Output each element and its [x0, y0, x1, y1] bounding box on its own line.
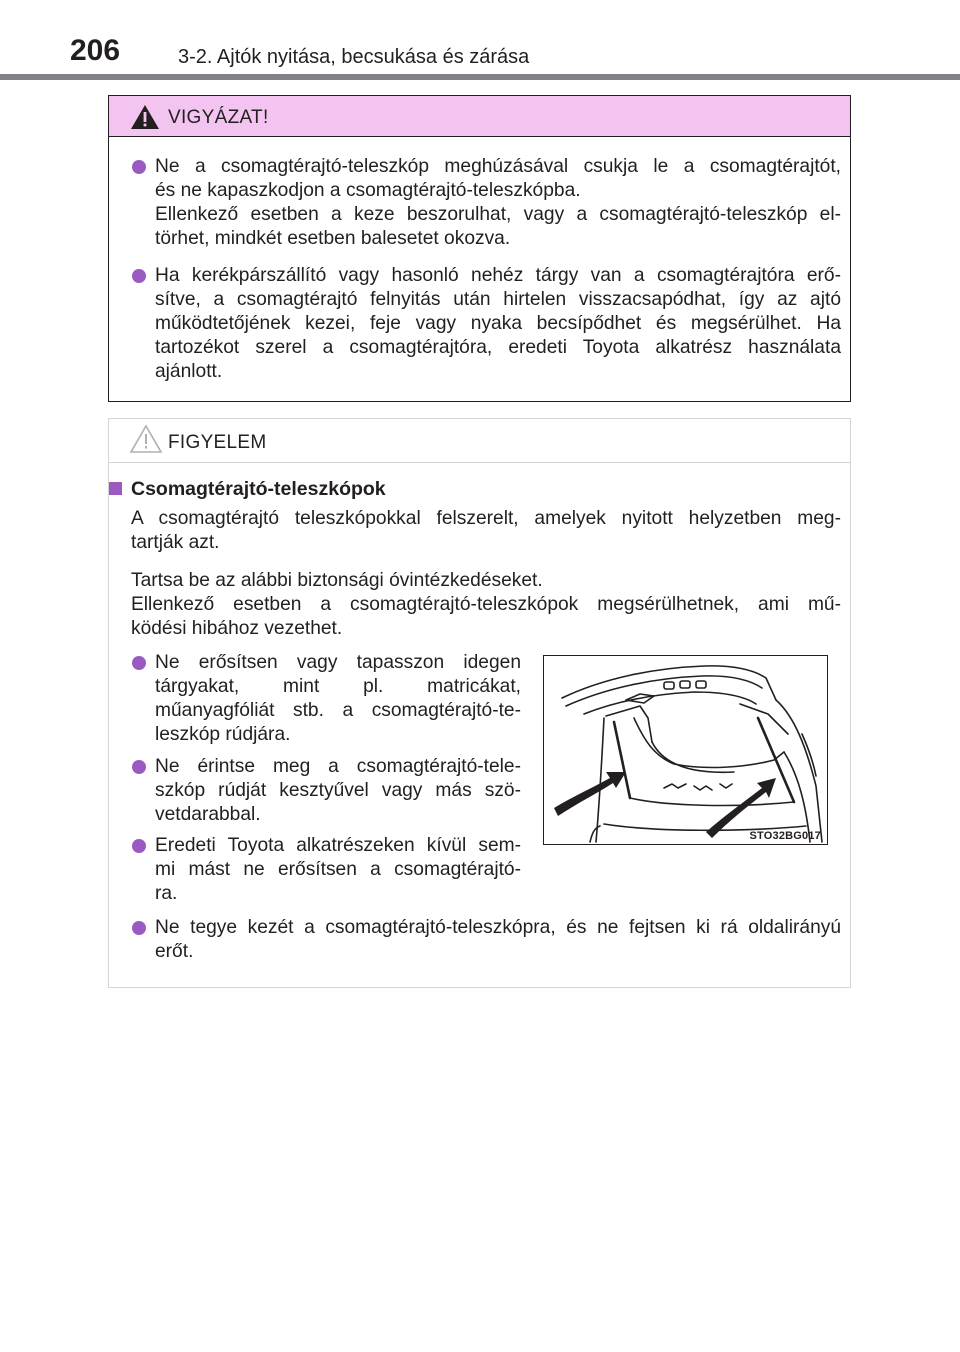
- text-line: Ne tegye kezét a csomagtérajtó-teleszkópra, és ne fejtsen ki rá oldalirányú: [155, 917, 841, 938]
- text-line: ajánlott.: [155, 361, 223, 382]
- page-header: [0, 0, 960, 80]
- figure-caption: STO32BG017: [749, 830, 821, 842]
- section-title: 3-2. Ajtók nyitása, becsukása és zárása: [178, 46, 530, 68]
- text-line: és ne kapaszkodjon a csomagtérajtó-teleszkópba.: [155, 180, 581, 201]
- header-rule: [0, 74, 960, 80]
- bullet-dot-icon: [132, 160, 146, 174]
- tailgate-illustration: [544, 656, 828, 845]
- text-line: szkóp rúdját kesztyűvel vagy más szö-: [155, 780, 521, 801]
- notice-item-1: [155, 651, 521, 747]
- notice-precautions: [131, 569, 841, 641]
- text-line: A csomagtérajtó teleszkópokkal felszerelt, amelyek nyitott helyzetben meg-: [131, 508, 841, 529]
- page-number: 206: [70, 34, 121, 67]
- notice-intro: [131, 507, 841, 555]
- warning-triangle-icon: [130, 104, 160, 130]
- bullet-dot-icon: [132, 921, 146, 935]
- warning-title: VIGYÁZAT!: [168, 107, 269, 128]
- text-line: törhet, mindkét esetben balesetet okozva.: [155, 228, 511, 249]
- text-line: tartozékot szerel a csomagtérajtóra, eredeti Toyota alkatrész használata: [155, 337, 841, 358]
- text-line: sítve, a csomagtérajtó felnyitás után hirtelen visszacsapódhat, így az ajtó: [155, 289, 841, 310]
- text-line: leszkóp rúdjára.: [155, 724, 291, 745]
- tailgate-strut-figure: [543, 655, 828, 845]
- caution-triangle-icon: [129, 424, 163, 454]
- text-line: működtetőjének kezei, feje vagy nyaka becsípődhet és megsérülhet. Ha: [155, 313, 841, 334]
- warning-header: [109, 96, 850, 137]
- text-line: műanyagfóliát stb. a csomagtérajtó-te-: [155, 700, 521, 721]
- warning-item-2: [155, 264, 841, 384]
- text-line: Ellenkező esetben a keze beszorulhat, vagy a csomagtérajtó-teleszkóp el-: [155, 204, 841, 225]
- text-line: Ne érintse meg a csomagtérajtó-tele-: [155, 756, 521, 777]
- bullet-dot-icon: [132, 839, 146, 853]
- text-line: vetdarabbal.: [155, 804, 261, 825]
- bullet-dot-icon: [132, 656, 146, 670]
- text-line: erőt.: [155, 941, 194, 962]
- text-line: tartják azt.: [131, 532, 220, 553]
- notice-item-2: [155, 755, 521, 827]
- bullet-dot-icon: [132, 760, 146, 774]
- notice-subheading: [131, 478, 386, 501]
- square-bullet-icon: [109, 482, 122, 495]
- text-line: tárgyakat, mint pl. matricákat,: [155, 676, 521, 697]
- text-line: Eredeti Toyota alkatrészeken kívül sem-: [155, 835, 521, 856]
- text-line: Ne a csomagtérajtó-teleszkóp meghúzásával csukja le a csomagtérajtót,: [155, 156, 841, 177]
- text-line: Ellenkező esetben a csomagtérajtó-teleszkópok megsérülhetnek, ami mű-: [131, 594, 841, 615]
- text-line: Tartsa be az alábbi biztonsági óvintézkedéseket.: [131, 570, 543, 591]
- warning-item-1: [155, 155, 841, 251]
- text-line: ködési hibához vezethet.: [131, 618, 343, 639]
- text-line: ra.: [155, 883, 178, 904]
- notice-header: [109, 419, 850, 463]
- notice-title: FIGYELEM: [168, 432, 267, 453]
- text-line: mi mást ne erősítsen a csomagtérajtó-: [155, 859, 521, 880]
- subheading-text: Csomagtérajtó-teleszkópok: [131, 478, 386, 500]
- notice-item-4: [155, 916, 841, 964]
- text-line: Ha kerékpárszállító vagy hasonló nehéz tárgy van a csomagtérajtóra erő-: [155, 265, 841, 286]
- text-line: Ne erősítsen vagy tapasszon idegen: [155, 652, 521, 673]
- bullet-dot-icon: [132, 269, 146, 283]
- notice-item-3: [155, 834, 521, 906]
